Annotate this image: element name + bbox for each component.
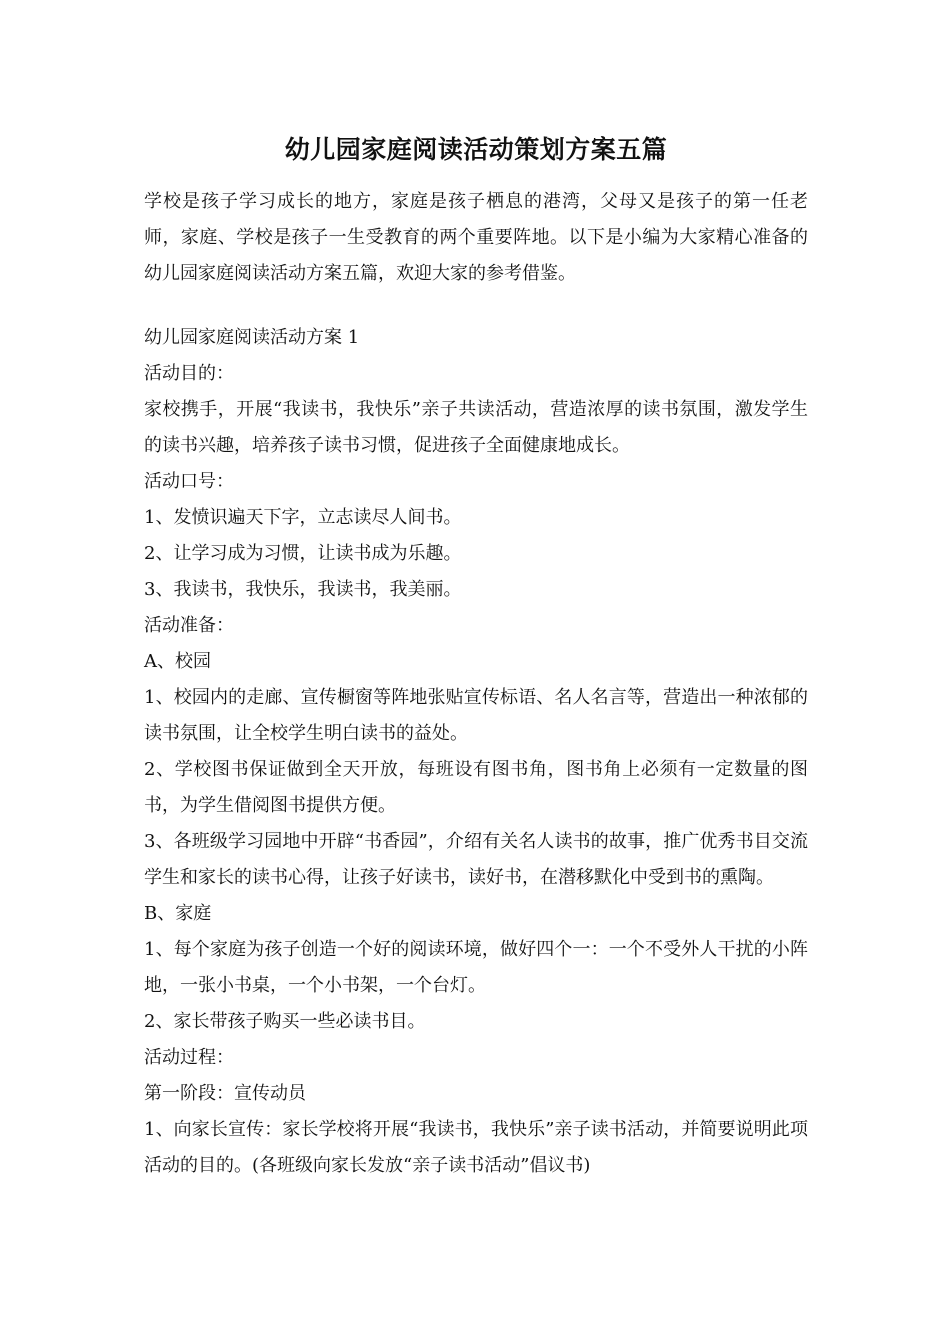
campus-item: 3、各班级学习园地中开辟“书香园”，介绍有关名人读书的故事，推广优秀书目交流学生和家长的读书心得，让孩子好读书，读好书，在潜移默化中受到书的熏陶。 <box>144 831 808 888</box>
label-process: 活动过程： <box>144 1047 234 1068</box>
document-title: 幼儿园家庭阅读活动策划方案五篇 <box>284 135 668 164</box>
family-item: 2、家长带孩子购买一些必读书目。 <box>144 1011 426 1032</box>
subheading-campus: A、校园 <box>144 651 211 672</box>
campus-item: 2、学校图书保证做到全天开放，每班设有图书角，图书角上必须有一定数量的图书，为学生借阅图书提供方便。 <box>144 759 808 816</box>
family-item: 1、每个家庭为孩子创造一个好的阅读环境，做好四个一：一个不受外人干扰的小阵地，一张小书桌，一个小书架，一个台灯。 <box>144 939 808 996</box>
document-page <box>144 130 808 1184</box>
label-purpose: 活动目的： <box>144 363 234 384</box>
stage-heading: 第一阶段：宣传动员 <box>144 1083 306 1104</box>
slogan-item: 2、让学习成为习惯，让读书成为乐趣。 <box>144 543 462 564</box>
slogan-item: 1、发愤识遍天下字，立志读尽人间书。 <box>144 507 462 528</box>
slogan-item: 3、我读书，我快乐，我读书，我美丽。 <box>144 579 462 600</box>
stage-item: 1、向家长宣传：家长学校将开展“我读书，我快乐”亲子读书活动，并简要说明此项活动的目的。(各班级向家长发放“亲子读书活动”倡议书) <box>144 1119 808 1176</box>
purpose-text: 家校携手，开展“我读书，我快乐”亲子共读活动，营造浓厚的读书氛围，激发学生的读书兴趣，培养孩子读书习惯，促进孩子全面健康地成长。 <box>144 399 808 456</box>
section-heading: 幼儿园家庭阅读活动方案 1 <box>144 327 360 348</box>
subheading-family: B、家庭 <box>144 903 212 924</box>
label-preparation: 活动准备： <box>144 615 234 636</box>
label-slogan: 活动口号： <box>144 471 234 492</box>
campus-item: 1、校园内的走廊、宣传橱窗等阵地张贴宣传标语、名人名言等，营造出一种浓郁的读书氛围，让全校学生明白读书的益处。 <box>144 687 808 744</box>
intro-paragraph: 学校是孩子学习成长的地方，家庭是孩子栖息的港湾，父母又是孩子的第一任老师，家庭、学校是孩子一生受教育的两个重要阵地。以下是小编为大家精心准备的幼儿园家庭阅读活动方案五篇，欢迎大家的参考借鉴。 <box>144 191 808 284</box>
section-gap <box>144 292 808 320</box>
